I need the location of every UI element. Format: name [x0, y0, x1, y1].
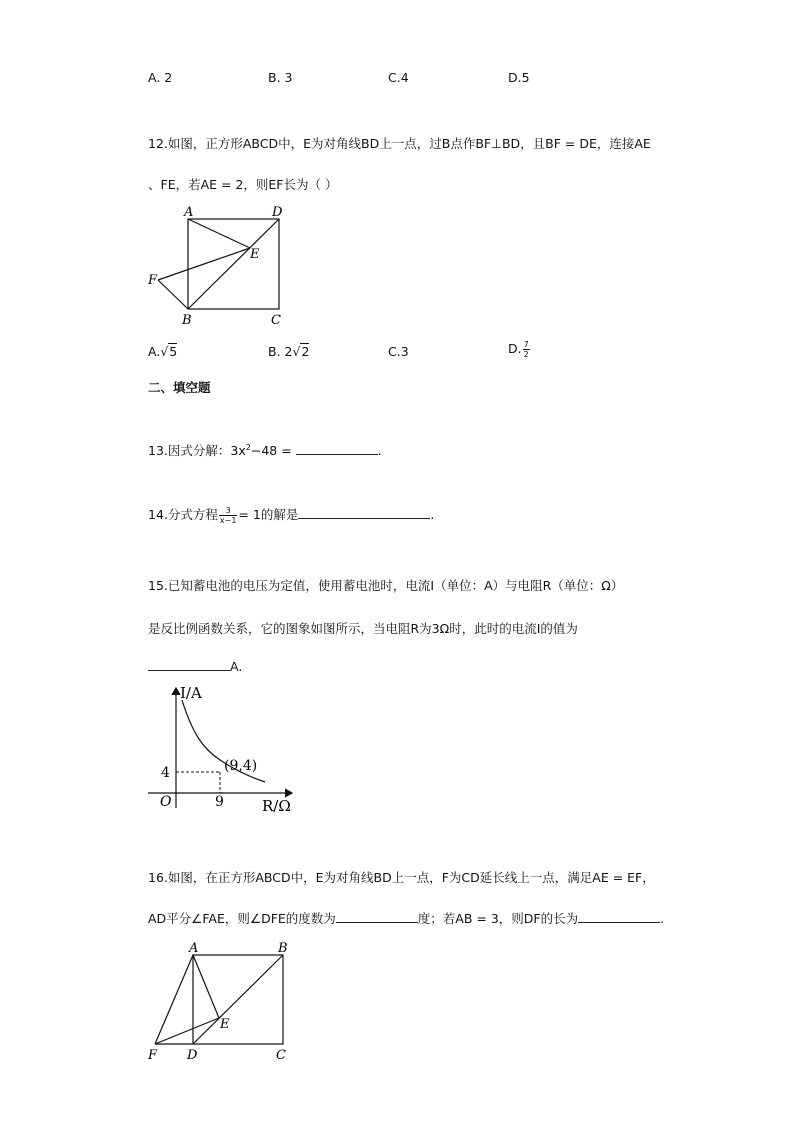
q16-label-e: E: [220, 1017, 230, 1032]
q16-line2-b: 度；若AB = 3，则DF的长为: [417, 911, 579, 926]
q15-graph: [140, 680, 310, 820]
q16-label-f: F: [148, 1048, 158, 1063]
q12-option-d-prefix: D.: [508, 341, 522, 356]
q14-den: x−1: [219, 516, 237, 525]
q16-line2-a: AD平分∠FAE，则∠DFE的度数为: [148, 911, 336, 926]
q14-prefix: 14.分式方程: [148, 507, 218, 522]
q12-option-d-num: 7: [523, 340, 529, 349]
segment-ae: [188, 219, 250, 248]
q14: 14.分式方程 $\frac{3}{x-1}$ = 1的解是 .: [148, 506, 435, 525]
q16-label-b: B: [278, 941, 288, 956]
q15-line3: [148, 656, 242, 674]
q11-option-d: D.5: [508, 70, 530, 85]
q12-label-c: C: [271, 313, 281, 328]
diagonal-db: [193, 955, 283, 1044]
q13-answer-blank[interactable]: [296, 440, 378, 455]
diagonal-bd: [188, 219, 279, 309]
q15-answer-blank[interactable]: [148, 656, 230, 671]
q13-exponent: 2: [245, 442, 251, 452]
q12-option-d-fraction: [523, 340, 530, 359]
q15-unit: A.: [230, 659, 243, 674]
q11-option-a: A. 2: [148, 70, 173, 85]
q12-option-a: A.√5: [148, 344, 178, 359]
q12-option-b: B. 2√2: [268, 344, 310, 359]
q12-option-b-prefix: B. 2: [268, 344, 293, 359]
q12-label-e: E: [250, 247, 260, 262]
q12-option-a-radicand: 5: [169, 344, 178, 359]
segment-fe: [158, 248, 250, 280]
q12-line2: 、FE，若AE = 2，则EF长为（ ）: [148, 177, 338, 192]
q13-expr-a: 3x: [230, 443, 246, 458]
segment-ae: [193, 955, 219, 1018]
q16-label-d: D: [187, 1048, 198, 1063]
q14-suffix: = 1的解是: [238, 507, 299, 522]
q11-option-b: B. 3: [268, 70, 293, 85]
q16-answer-blank-1[interactable]: [336, 908, 418, 923]
q11-option-c: C.4: [388, 70, 409, 85]
q16-label-a: A: [189, 941, 199, 956]
q12-label-d: D: [272, 205, 283, 220]
q12-label-b: B: [182, 313, 192, 328]
x-axis-label: R/Ω: [262, 797, 291, 815]
q15-line2: 是反比例函数关系，它的图象如图所示，当电阻R为3Ω时，此时的电流I的值为: [148, 621, 578, 636]
y-axis-label: I/A: [180, 684, 202, 702]
section-2-title: 二、填空题: [148, 380, 211, 395]
q12-label-a: A: [184, 205, 194, 220]
y-tick-label: 4: [161, 765, 170, 781]
q12-line1: 12.如图，正方形ABCD中，E为对角线BD上一点，过B点作BF⊥BD，且BF = DE，连接AE: [148, 136, 651, 151]
q12-option-d-den: 2: [523, 350, 529, 359]
q16-line1: 16.如图，在正方形ABCD中，E为对角线BD上一点，F为CD延长线上一点，满足AE = EF，: [148, 870, 655, 885]
q14-fraction: [219, 506, 238, 525]
point-label: (9,4): [224, 758, 258, 774]
q12-option-c: C.3: [388, 344, 409, 359]
q16-figure: [140, 935, 300, 1065]
q13-expr-b: −48 =: [250, 443, 292, 458]
q15-line1: 15.已知蓄电池的电压为定值，使用蓄电池时，电流I（单位：A）与电阻R（单位：Ω）: [148, 578, 624, 593]
origin-label: O: [160, 794, 172, 810]
segment-fb: [158, 280, 188, 309]
q16-answer-blank-2[interactable]: [578, 908, 660, 923]
q12-option-a-prefix: A.: [148, 344, 161, 359]
q12-figure: [140, 200, 300, 328]
x-tick-label: 9: [215, 794, 224, 810]
q14-num: 3: [219, 506, 238, 516]
q12-option-d: [508, 340, 531, 359]
q13-prefix: 13.因式分解：: [148, 443, 231, 458]
q14-answer-blank[interactable]: [298, 504, 430, 519]
q13: 13.因式分解：$3x^2-48$ = .: [148, 440, 382, 459]
q12-option-b-radicand: 2: [301, 344, 310, 359]
q12-label-f: F: [148, 273, 158, 288]
q16-line2: AD平分∠FAE，则∠DFE的度数为 度；若AB = 3，则DF的长为 .: [148, 908, 664, 927]
q16-label-c: C: [276, 1048, 286, 1063]
